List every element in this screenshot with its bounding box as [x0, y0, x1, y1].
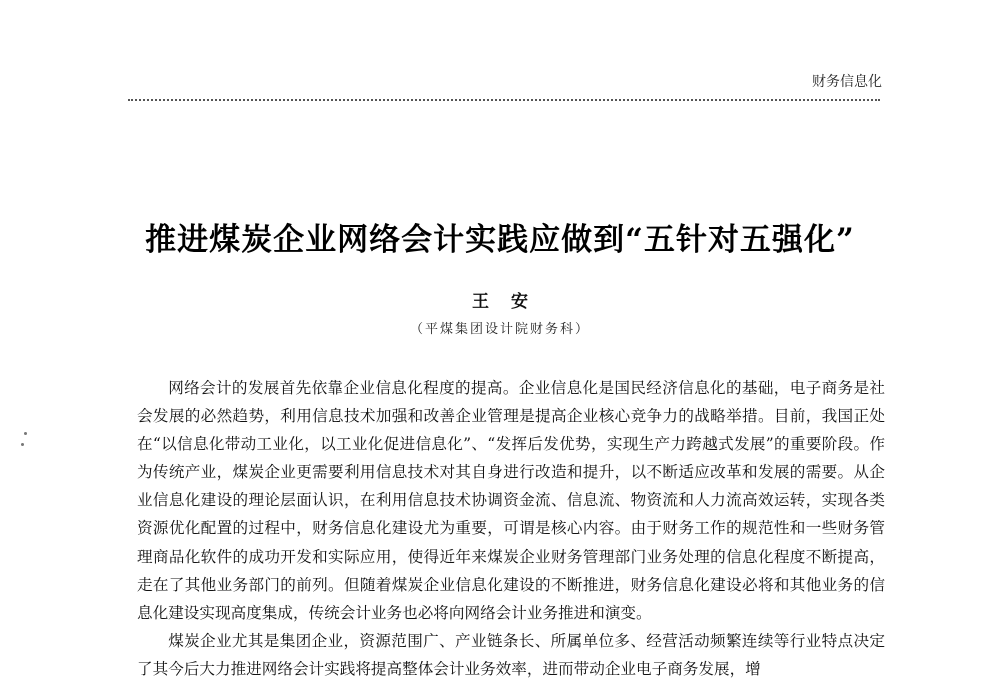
header-rule — [128, 99, 880, 101]
scan-speck — [21, 443, 24, 446]
author-affiliation: （平煤集团设计院财务科） — [409, 322, 590, 337]
body-paragraph-1: 网络会计的发展首先依靠企业信息化程度的提高。企业信息化是国民经济信息化的基础，电子商务是社会发展的必然趋势，利用信息技术加强和改善企业管理是提高企业核心竞争力的战略举措。目前，我国正处在“以信息化带动工业化，以工业化促进信息化”、“发挥后发优势，实现生产力跨越式发展”的重要阶段。作为传统产业，煤炭企业更需要利用信息技术对其自身进行改造和提升，以不断适应改革和发展的需要。从企业信息化建设的理论层面认识，在利用信息技术协调资金流、信息流、物资流和人力流高效运转，实现各类资源优化配置的过程中，财务信息化建设尤为重要，可谓是核心内容。由于财务工作的规范性和一些财务管理商品化软件的成功开发和实际应用，使得近年来煤炭企业财务管理部门业务处理的信息化程度不断提高，走在了其他业务部门的前列。但随着煤炭企业信息化建设的不断推进，财务信息化建设必将和其他业务的信息化建设实现高度集成，传统会计业务也必将向网络会计业务推进和演变。 — [137, 379, 885, 622]
body-paragraph-2: 煤炭企业尤其是集团企业，资源范围广、产业链条长、所属单位多、经营活动频繁连续等行业特点决定了其今后大力推进网络会计实践将提高整体会计业务效率，进而带动企业电子商务发展，增 — [137, 631, 885, 678]
scan-speck — [24, 432, 27, 435]
section-tag: 财务信息化 — [812, 74, 882, 90]
article-title: 推进煤炭企业网络会计实践应做到“五针对五强化” — [145, 222, 855, 258]
author-name: 王安 — [472, 292, 550, 312]
article-body — [137, 374, 885, 683]
